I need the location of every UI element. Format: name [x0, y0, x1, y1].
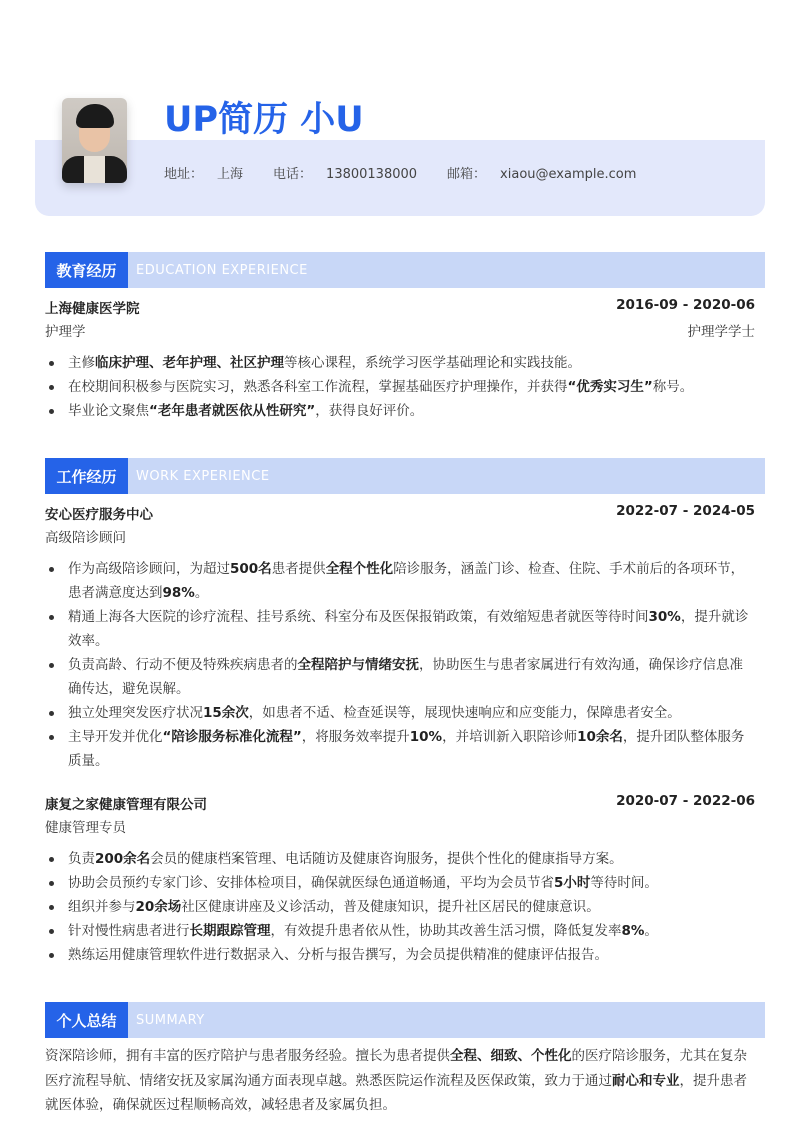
text-segment: 的医疗陪诊服务，尤其在复杂医疗流程导航、情绪安抚及家属沟通方面表现卓越。熟悉医院运作流程及医保政策，致力于通过 — [45, 1048, 747, 1089]
bullet-item — [45, 871, 755, 895]
bold-text: 8% — [621, 923, 645, 939]
bullet-item — [45, 701, 755, 725]
section-title: 教育经历 — [45, 252, 128, 288]
bold-text: 临床护理、老年护理、社区护理 — [95, 355, 284, 371]
bold-text: 20余场 — [135, 899, 182, 915]
bullet-list — [45, 557, 755, 773]
bullet-item — [45, 375, 755, 399]
bold-text: 全程个性化 — [325, 561, 394, 577]
entry-subheader — [45, 816, 755, 838]
email-label: 邮箱： — [447, 167, 487, 182]
text-segment: 。 — [194, 585, 209, 601]
bullet-item — [45, 351, 755, 375]
entry-header — [45, 503, 755, 523]
bold-text: “老年患者就医依从性研究” — [149, 403, 316, 419]
text-segment: 等核心课程，系统学习医学基础理论和实践技能。 — [284, 355, 581, 371]
resume-body — [45, 252, 765, 1118]
entry-header — [45, 793, 755, 813]
role: 高级陪诊顾问 — [45, 530, 126, 546]
text-segment: 负责高龄、行动不便及特殊疾病患者的 — [68, 657, 298, 673]
bold-text: 10余名 — [577, 729, 623, 745]
text-segment: 主修 — [68, 355, 95, 371]
text-segment: ，协助医生与患者家属进行有效沟通，确保诊疗信息准确传达，避免误解。 — [68, 657, 743, 697]
address-value: 上海 — [217, 167, 244, 182]
text-segment: 精通上海各大医院的诊疗流程、挂号系统、科室分布及医保报销政策，有效缩短患者就医等待时间 — [68, 609, 649, 625]
text-segment: 陪诊服务，涵盖门诊、检查、住院、手术前后的各项环节，患者满意度达到 — [68, 561, 745, 601]
text-segment: 独立处理突发医疗状况 — [68, 705, 203, 721]
date-range: 2016-09 - 2020-06 — [616, 297, 755, 313]
bullet-list — [45, 847, 755, 967]
bullet-item — [45, 895, 755, 919]
text-segment: ，提升团队整体服务质量。 — [68, 729, 745, 769]
bold-text: 耐心和专业 — [612, 1072, 680, 1089]
bullet-item — [45, 653, 755, 701]
bold-text: “陪诊服务标准化流程” — [162, 729, 302, 745]
profile-photo — [62, 98, 127, 183]
organization-name: 上海健康医学院 — [45, 301, 140, 317]
bullet-item — [45, 399, 755, 423]
bold-text: 10% — [409, 729, 443, 745]
email-value: xiaou@example.com — [500, 167, 637, 182]
bold-text: 长期跟踪管理 — [189, 923, 271, 939]
date-range: 2022-07 - 2024-05 — [616, 503, 755, 519]
summary-text — [45, 1044, 755, 1118]
text-segment: ，有效提升患者依从性，协助其改善生活习惯，降低复发率 — [270, 923, 622, 939]
text-segment: 社区健康讲座及义诊活动，普及健康知识，提升社区居民的健康意识。 — [181, 899, 600, 915]
text-segment: ，提升患者就医体验，确保就医过程顺畅高效，减轻患者及家属负担。 — [45, 1072, 747, 1113]
organization-name: 康复之家健康管理有限公司 — [45, 797, 207, 813]
phone-value: 13800138000 — [326, 167, 418, 182]
text-segment: 等待时间。 — [590, 875, 658, 891]
bullet-item — [45, 725, 755, 773]
text-segment: ，提升就诊效率。 — [68, 609, 749, 649]
entry-subheader — [45, 320, 755, 342]
text-segment: 毕业论文聚焦 — [68, 403, 149, 419]
section-title: 个人总结 — [45, 1002, 128, 1038]
section-title-en: SUMMARY — [136, 1012, 205, 1028]
bold-text: 30% — [648, 609, 681, 625]
text-segment: 会员的健康档案管理、电话随访及健康咨询服务，提供个性化的健康指导方案。 — [150, 851, 623, 867]
text-segment: 主导开发并优化 — [68, 729, 163, 745]
contact-info — [164, 163, 666, 182]
role: 护理学 — [45, 324, 86, 340]
text-segment: ，获得良好评价。 — [315, 403, 424, 419]
bold-text: 15余次 — [203, 705, 249, 721]
date-range: 2020-07 - 2022-06 — [616, 793, 755, 809]
text-segment: 作为高级陪诊顾问，为超过 — [68, 561, 230, 577]
text-segment: 协助会员预约专家门诊、安排体检项目，确保就医绿色通道畅通，平均为会员节省 — [68, 875, 554, 891]
section-title-en: EDUCATION EXPERIENCE — [136, 262, 308, 278]
bold-text: “优秀实习生” — [567, 379, 653, 395]
bullet-item — [45, 847, 755, 871]
entry-header — [45, 297, 755, 317]
section-title: 工作经历 — [45, 458, 128, 494]
phone-label: 电话： — [273, 167, 313, 182]
bold-text: 200余名 — [95, 851, 151, 867]
education-section-header — [45, 252, 765, 288]
section-title-en: WORK EXPERIENCE — [136, 468, 270, 484]
bold-text: 98% — [162, 585, 195, 601]
bullet-item — [45, 919, 755, 943]
text-segment: 患者提供 — [271, 561, 326, 577]
bullet-list — [45, 351, 755, 423]
degree: 护理学学士 — [687, 324, 755, 340]
role: 健康管理专员 — [45, 820, 126, 836]
bold-text: 全程陪护与情绪安抚 — [297, 657, 419, 673]
text-segment: ，将服务效率提升 — [301, 729, 410, 745]
work-section-header — [45, 458, 765, 494]
text-segment: ，如患者不适、检查延误等，展现快速响应和应变能力，保障患者安全。 — [248, 705, 681, 721]
bold-text: 全程、细致、个性化 — [450, 1048, 572, 1064]
text-segment: 组织并参与 — [68, 899, 136, 915]
bold-text: 500名 — [230, 561, 272, 577]
bullet-item — [45, 557, 755, 605]
organization-name: 安心医疗服务中心 — [45, 507, 153, 523]
entry-subheader — [45, 526, 755, 548]
address-label: 地址： — [164, 167, 204, 182]
text-segment: 熟练运用健康管理软件进行数据录入、分析与报告撰写，为会员提供精准的健康评估报告。 — [68, 947, 608, 963]
bullet-item — [45, 943, 755, 967]
text-segment: 针对慢性病患者进行 — [68, 923, 190, 939]
bullet-item — [45, 605, 755, 653]
candidate-name: UP简历 小U — [164, 100, 364, 140]
text-segment: 称号。 — [652, 379, 694, 395]
bold-text: 5小时 — [554, 875, 591, 891]
text-segment: 资深陪诊师，拥有丰富的医疗陪护与患者服务经验。擅长为患者提供 — [45, 1048, 450, 1064]
text-segment: 在校期间积极参与医院实习，熟悉各科室工作流程，掌握基础医疗护理操作，并获得 — [68, 379, 568, 395]
text-segment: ，并培训新入职陪诊师 — [442, 729, 578, 745]
text-segment: 负责 — [68, 851, 95, 867]
summary-section-header — [45, 1002, 765, 1038]
text-segment: 。 — [644, 923, 658, 939]
